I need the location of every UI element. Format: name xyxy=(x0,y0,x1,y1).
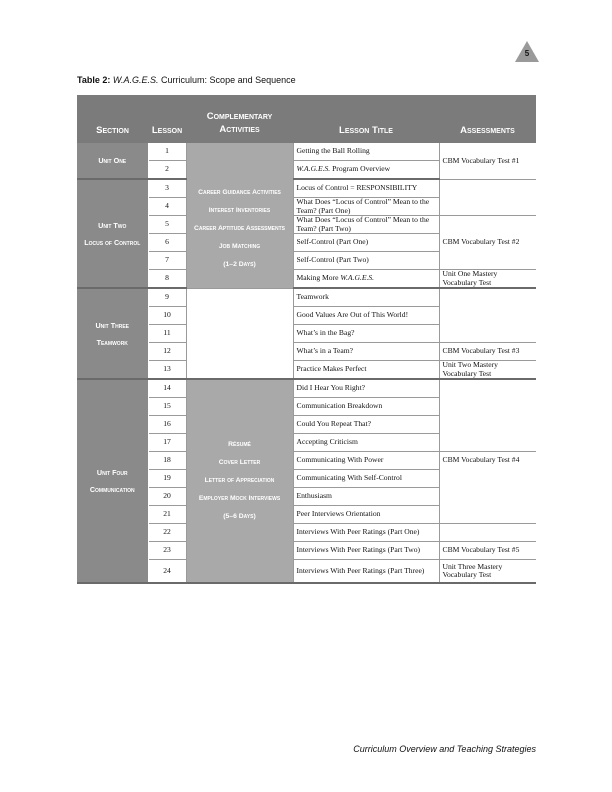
table-header-row xyxy=(77,95,536,143)
lesson-number: 16 xyxy=(148,416,186,434)
lesson-title: What’s in a Team? xyxy=(293,343,439,361)
page-footer: Curriculum Overview and Teaching Strategies xyxy=(353,744,536,754)
lesson-number: 23 xyxy=(148,542,186,560)
lesson-number: 10 xyxy=(148,307,186,325)
lesson-number: 18 xyxy=(148,452,186,470)
lesson-number: 1 xyxy=(148,143,186,161)
lesson-number: 6 xyxy=(148,234,186,252)
lesson-title: Good Values Are Out of This World! xyxy=(293,307,439,325)
page-number: 5 xyxy=(524,49,530,58)
lesson-title: Accepting Criticism xyxy=(293,434,439,452)
header-complementary-activities: Complementary Activities xyxy=(186,95,293,143)
caption-title-italic: W.A.G.E.S. xyxy=(112,75,159,85)
assessment-cell xyxy=(439,379,536,452)
activities-blank xyxy=(186,288,293,379)
assessment-cell: CBM Vocabulary Test #1 xyxy=(439,143,536,180)
lesson-title: Enthusiasm xyxy=(293,488,439,506)
lesson-number: 7 xyxy=(148,252,186,270)
lesson-number: 22 xyxy=(148,524,186,542)
lesson-title: W.A.G.E.S. Program Overview xyxy=(293,161,439,180)
lesson-title: Getting the Ball Rolling xyxy=(293,143,439,161)
caption-label: Table 2: xyxy=(77,75,111,85)
assessment-cell: CBM Vocabulary Test #4 xyxy=(439,452,536,524)
scope-sequence-table xyxy=(77,95,536,584)
table-row xyxy=(77,288,536,307)
section-unit-four: Unit Four Communication xyxy=(77,379,148,583)
activities-block-2: Résumé Cover Letter Letter of Appreciation Employer Mock Interviews (5–6 Days) xyxy=(186,379,293,583)
assessment-cell: CBM Vocabulary Test #3 xyxy=(439,343,536,361)
lesson-title: Interviews With Peer Ratings (Part Three) xyxy=(293,560,439,584)
lesson-title: Self-Control (Part Two) xyxy=(293,252,439,270)
lesson-number: 8 xyxy=(148,270,186,289)
table-row xyxy=(77,379,536,398)
lesson-title: Communicating With Self-Control xyxy=(293,470,439,488)
lesson-number: 9 xyxy=(148,288,186,307)
header-lesson-title: Lesson Title xyxy=(293,95,439,143)
lesson-number: 2 xyxy=(148,161,186,180)
lesson-title: Interviews With Peer Ratings (Part One) xyxy=(293,524,439,542)
table-row xyxy=(77,179,536,198)
lesson-number: 4 xyxy=(148,198,186,216)
assessment-cell xyxy=(439,179,536,216)
lesson-number: 21 xyxy=(148,506,186,524)
lesson-number: 3 xyxy=(148,179,186,198)
assessment-cell: Unit One Mastery Vocabulary Test xyxy=(439,270,536,289)
lesson-number: 20 xyxy=(148,488,186,506)
assessment-cell xyxy=(439,524,536,542)
lesson-number: 13 xyxy=(148,361,186,380)
lesson-title: Practice Makes Perfect xyxy=(293,361,439,380)
lesson-title: Teamwork xyxy=(293,288,439,307)
section-unit-two: Unit Two Locus of Control xyxy=(77,179,148,288)
lesson-title: Did I Hear You Right? xyxy=(293,379,439,398)
assessment-cell: Unit Two Mastery Vocabulary Test xyxy=(439,361,536,380)
section-unit-three: Unit Three Teamwork xyxy=(77,288,148,379)
caption-title: Curriculum: Scope and Sequence xyxy=(158,75,296,85)
lesson-title: Communication Breakdown xyxy=(293,398,439,416)
lesson-title: Peer Interviews Orientation xyxy=(293,506,439,524)
assessment-cell: Unit Three Mastery Vocabulary Test xyxy=(439,560,536,584)
lesson-title: Making More W.A.G.E.S. xyxy=(293,270,439,289)
assessment-cell xyxy=(439,288,536,343)
lesson-number: 5 xyxy=(148,216,186,234)
lesson-number: 19 xyxy=(148,470,186,488)
activities-block-1: Career Guidance Activities Interest Inventories Career Aptitude Assessments Job Matching (1–2 Days) xyxy=(186,143,293,289)
lesson-title: What Does “Locus of Control” Mean to the Team? (Part One) xyxy=(293,198,439,216)
lesson-number: 11 xyxy=(148,325,186,343)
lesson-number: 14 xyxy=(148,379,186,398)
lesson-title: Self-Control (Part One) xyxy=(293,234,439,252)
header-assessments: Assessments xyxy=(439,95,536,143)
section-unit-one: Unit One xyxy=(77,143,148,180)
lesson-title: Interviews With Peer Ratings (Part Two) xyxy=(293,542,439,560)
lesson-title: Communicating With Power xyxy=(293,452,439,470)
lesson-title: Could You Repeat That? xyxy=(293,416,439,434)
header-lesson: Lesson xyxy=(148,95,186,143)
lesson-number: 12 xyxy=(148,343,186,361)
header-section: Section xyxy=(77,95,148,143)
page-number-badge xyxy=(515,41,539,62)
lesson-number: 15 xyxy=(148,398,186,416)
lesson-number: 17 xyxy=(148,434,186,452)
lesson-title: What’s in the Bag? xyxy=(293,325,439,343)
lesson-number: 24 xyxy=(148,560,186,584)
assessment-cell: CBM Vocabulary Test #2 xyxy=(439,216,536,270)
lesson-title: Locus of Control = RESPONSIBILITY xyxy=(293,179,439,198)
assessment-cell: CBM Vocabulary Test #5 xyxy=(439,542,536,560)
table-row xyxy=(77,143,536,161)
lesson-title: What Does “Locus of Control” Mean to the Team? (Part Two) xyxy=(293,216,439,234)
table-caption xyxy=(77,75,296,85)
